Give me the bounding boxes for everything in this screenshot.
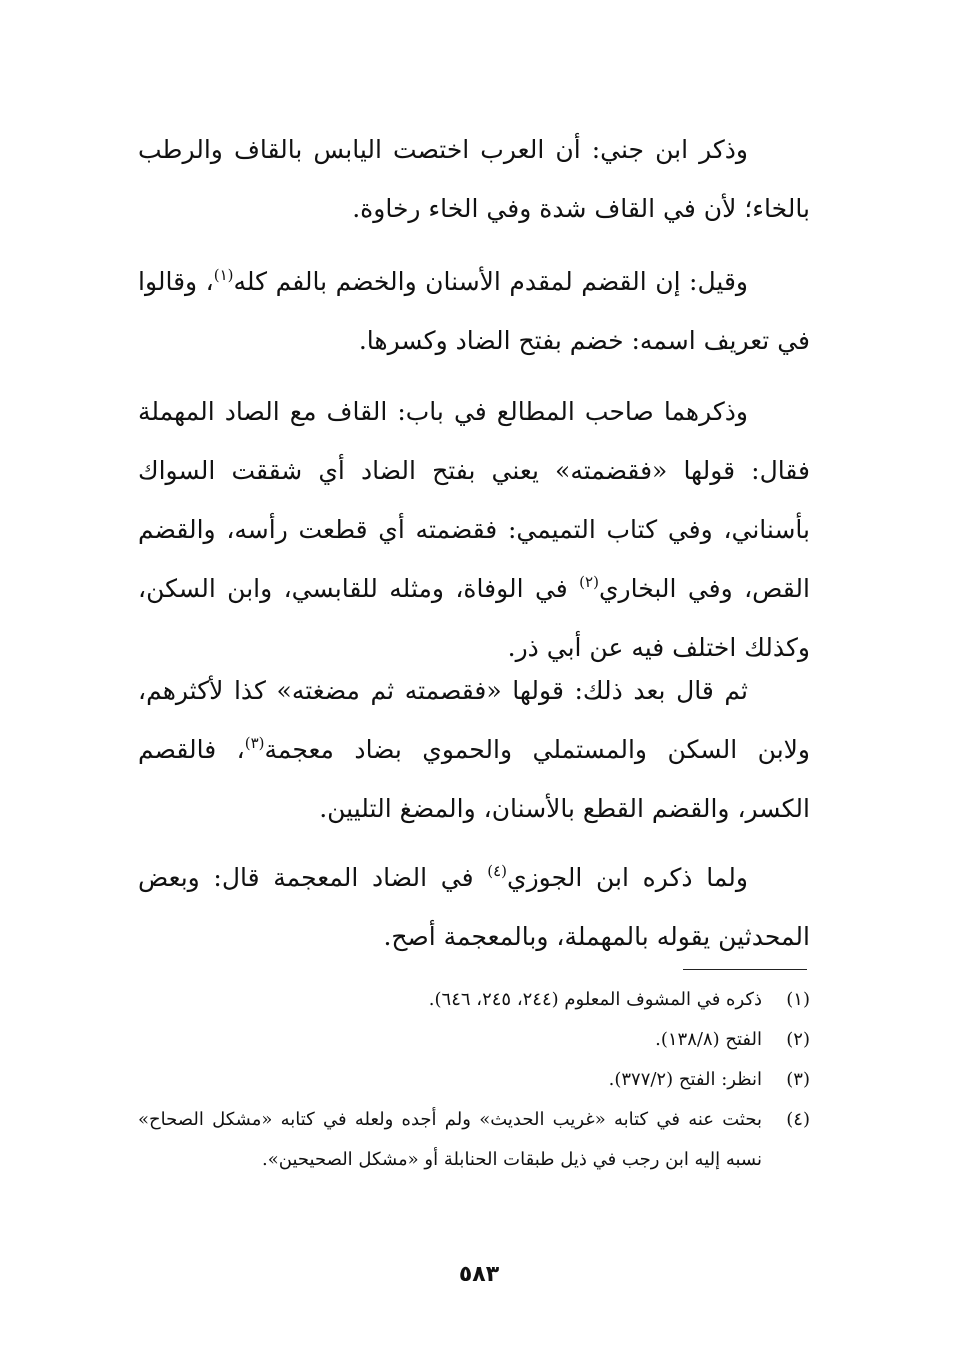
footnote-number: (٣): [786, 1069, 810, 1090]
paragraph-5: [138, 848, 810, 966]
paragraph-4-text-before: ثم قال بعد ذلك: قولها «فقصمته ثم مضغته» كذا لأكثرهم، ولابن السكن والمستملي والحموي بضاد معجمة: [138, 676, 810, 764]
paragraph-2-text-before: وقيل: إن القضم لمقدم الأسنان والخضم بالفم كله: [233, 267, 748, 296]
paragraph-3-text-after: في الوفاة، ومثله للقابسي، وابن السكن، وكذلك اختلف فيه عن أبي ذر.: [138, 574, 810, 662]
footnote-text: بحثت عنه في كتابه «غريب الحديث» ولم أجده ولعله في كتابه «مشكل الصحاح» نسبه إليه ابن رجب في ذيل طبقات الحنابلة أو «مشكل الصحيحين».: [138, 1109, 762, 1170]
paragraph-3: [138, 382, 810, 677]
footnote-text: انظر: الفتح (٣٧٧/٢).: [608, 1069, 762, 1090]
paragraph-1: [138, 120, 810, 238]
footnote-2: [138, 1020, 810, 1060]
footnote-ref-4[interactable]: (٤): [487, 862, 508, 880]
paragraph-1-text: وذكر ابن جني: أن العرب اختصت اليابس بالقاف والرطب بالخاء؛ لأن في القاف شدة وفي الخاء رخاوة.: [138, 135, 810, 223]
footnote-ref-3[interactable]: (٣): [244, 734, 265, 752]
footnote-1: [138, 980, 810, 1020]
paragraph-4: [138, 661, 810, 838]
footnote-4: [138, 1100, 810, 1180]
footnote-3: [138, 1060, 810, 1100]
footnote-text: ذكره في المشوف المعلوم (٢٤٤، ٢٤٥، ٦٤٦).: [428, 989, 762, 1010]
footnote-ref-2[interactable]: (٢): [579, 573, 599, 591]
page-number: ٥٨٣: [458, 1262, 500, 1287]
footnote-divider: [683, 969, 807, 970]
footnote-number: (١): [786, 989, 810, 1010]
paragraph-5-text-after: في الضاد المعجمة قال: وبعض المحدثين يقوله بالمهملة، وبالمعجمة أصح.: [138, 863, 810, 951]
footnote-number: (٤): [786, 1109, 810, 1130]
paragraph-4-text-after: ، فالقصم الكسر، والقضم القطع بالأسنان، والمضغ التليين.: [138, 735, 810, 823]
paragraph-3-text-before: وذكرهما صاحب المطالع في باب: القاف مع الصاد المهملة فقال: قولها «فقضمته» يعني بفتح الضاد أي شققت السواك بأسناني، وفي كتاب التميمي: فقضمته أي قطعت رأسه، والقضم القص، وفي البخاري: [138, 397, 810, 603]
footnote-number: (٢): [786, 1029, 810, 1050]
paragraph-2-text-after: ، وقالوا في تعريف اسمه: خضم بفتح الضاد وكسرها.: [138, 267, 810, 355]
footnotes: [138, 980, 810, 1180]
footnote-text: الفتح (١٣٨/٨).: [655, 1029, 762, 1050]
paragraph-2: [138, 252, 810, 370]
paragraph-5-text-before: ولما ذكره ابن الجوزي: [507, 863, 748, 892]
footnote-ref-1[interactable]: (١): [213, 266, 234, 284]
